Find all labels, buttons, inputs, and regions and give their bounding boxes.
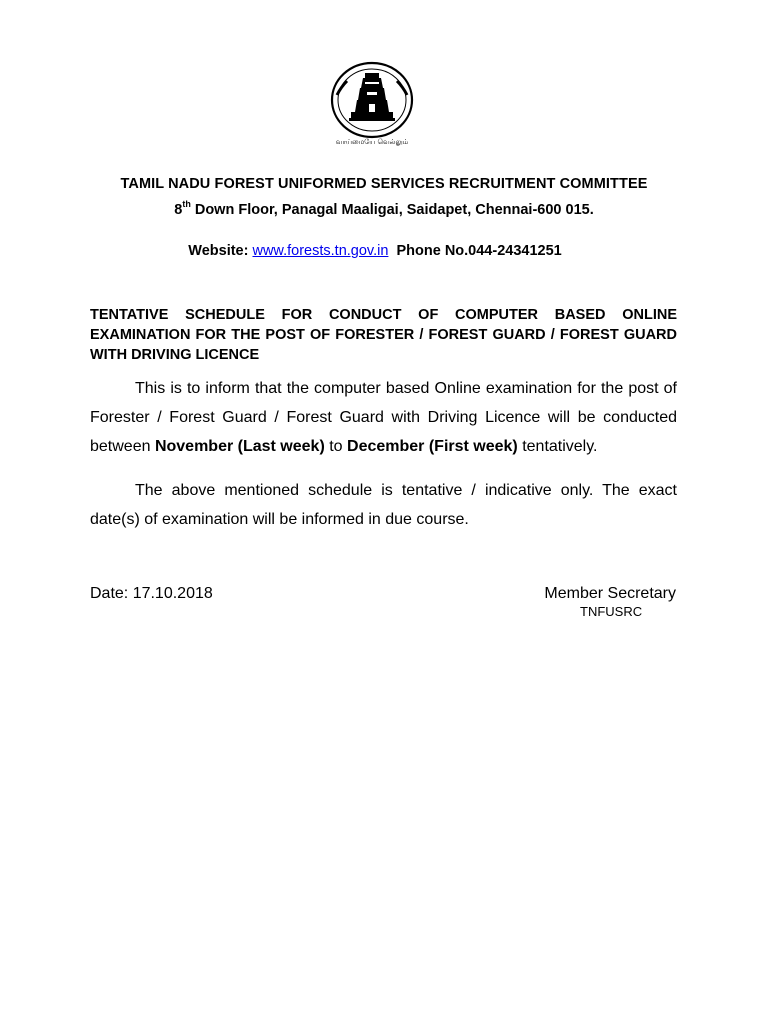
notice-paragraph-2: The above mentioned schedule is tentative / indicative only. The exact date(s) of examination will be informed in due course. — [90, 482, 677, 528]
organization-name: TAMIL NADU FOREST UNIFORMED SERVICES RECRUITMENT COMMITTEE — [120, 176, 648, 192]
phone-number: Phone No.044-24341251 — [396, 243, 562, 259]
para1-text-start: This is to inform that the computer based Online examination for the post of Forester / Forest Guard / Forest Guard with Driving Licence will be conducted between — [90, 380, 677, 455]
signatory-title: Member Secretary — [544, 585, 676, 602]
contact-line — [0, 243, 750, 259]
website-link[interactable]: www.forests.tn.gov.in — [252, 243, 389, 259]
notice-date: Date: 17.10.2018 — [90, 585, 213, 602]
address-superscript: th — [182, 199, 191, 209]
tamil-nadu-emblem-icon — [325, 60, 419, 150]
notice-subject: TENTATIVE SCHEDULE FOR CONDUCT OF COMPUTER BASED ONLINE EXAMINATION FOR THE POST OF FORESTER / FOREST GUARD / FOREST GUARD WITH DRIVING LICENCE — [90, 307, 677, 363]
para1-text-mid: to — [324, 438, 348, 455]
address-text: Down Floor, Panagal Maaligai, Saidapet, Chennai-600 015. — [190, 202, 594, 218]
organization-address — [0, 199, 768, 218]
start-period: November (Last week) — [154, 438, 325, 455]
para1-text-end: tentatively. — [517, 438, 598, 455]
address-floor-number: 8 — [174, 202, 183, 218]
emblem-motto: வாய்மையே வெல்லும் — [335, 138, 409, 146]
end-period: December (First week) — [347, 438, 518, 455]
signatory-organization: TNFUSRC — [580, 604, 643, 619]
website-label: Website: — [188, 243, 253, 259]
notice-paragraph-1 — [90, 374, 677, 461]
